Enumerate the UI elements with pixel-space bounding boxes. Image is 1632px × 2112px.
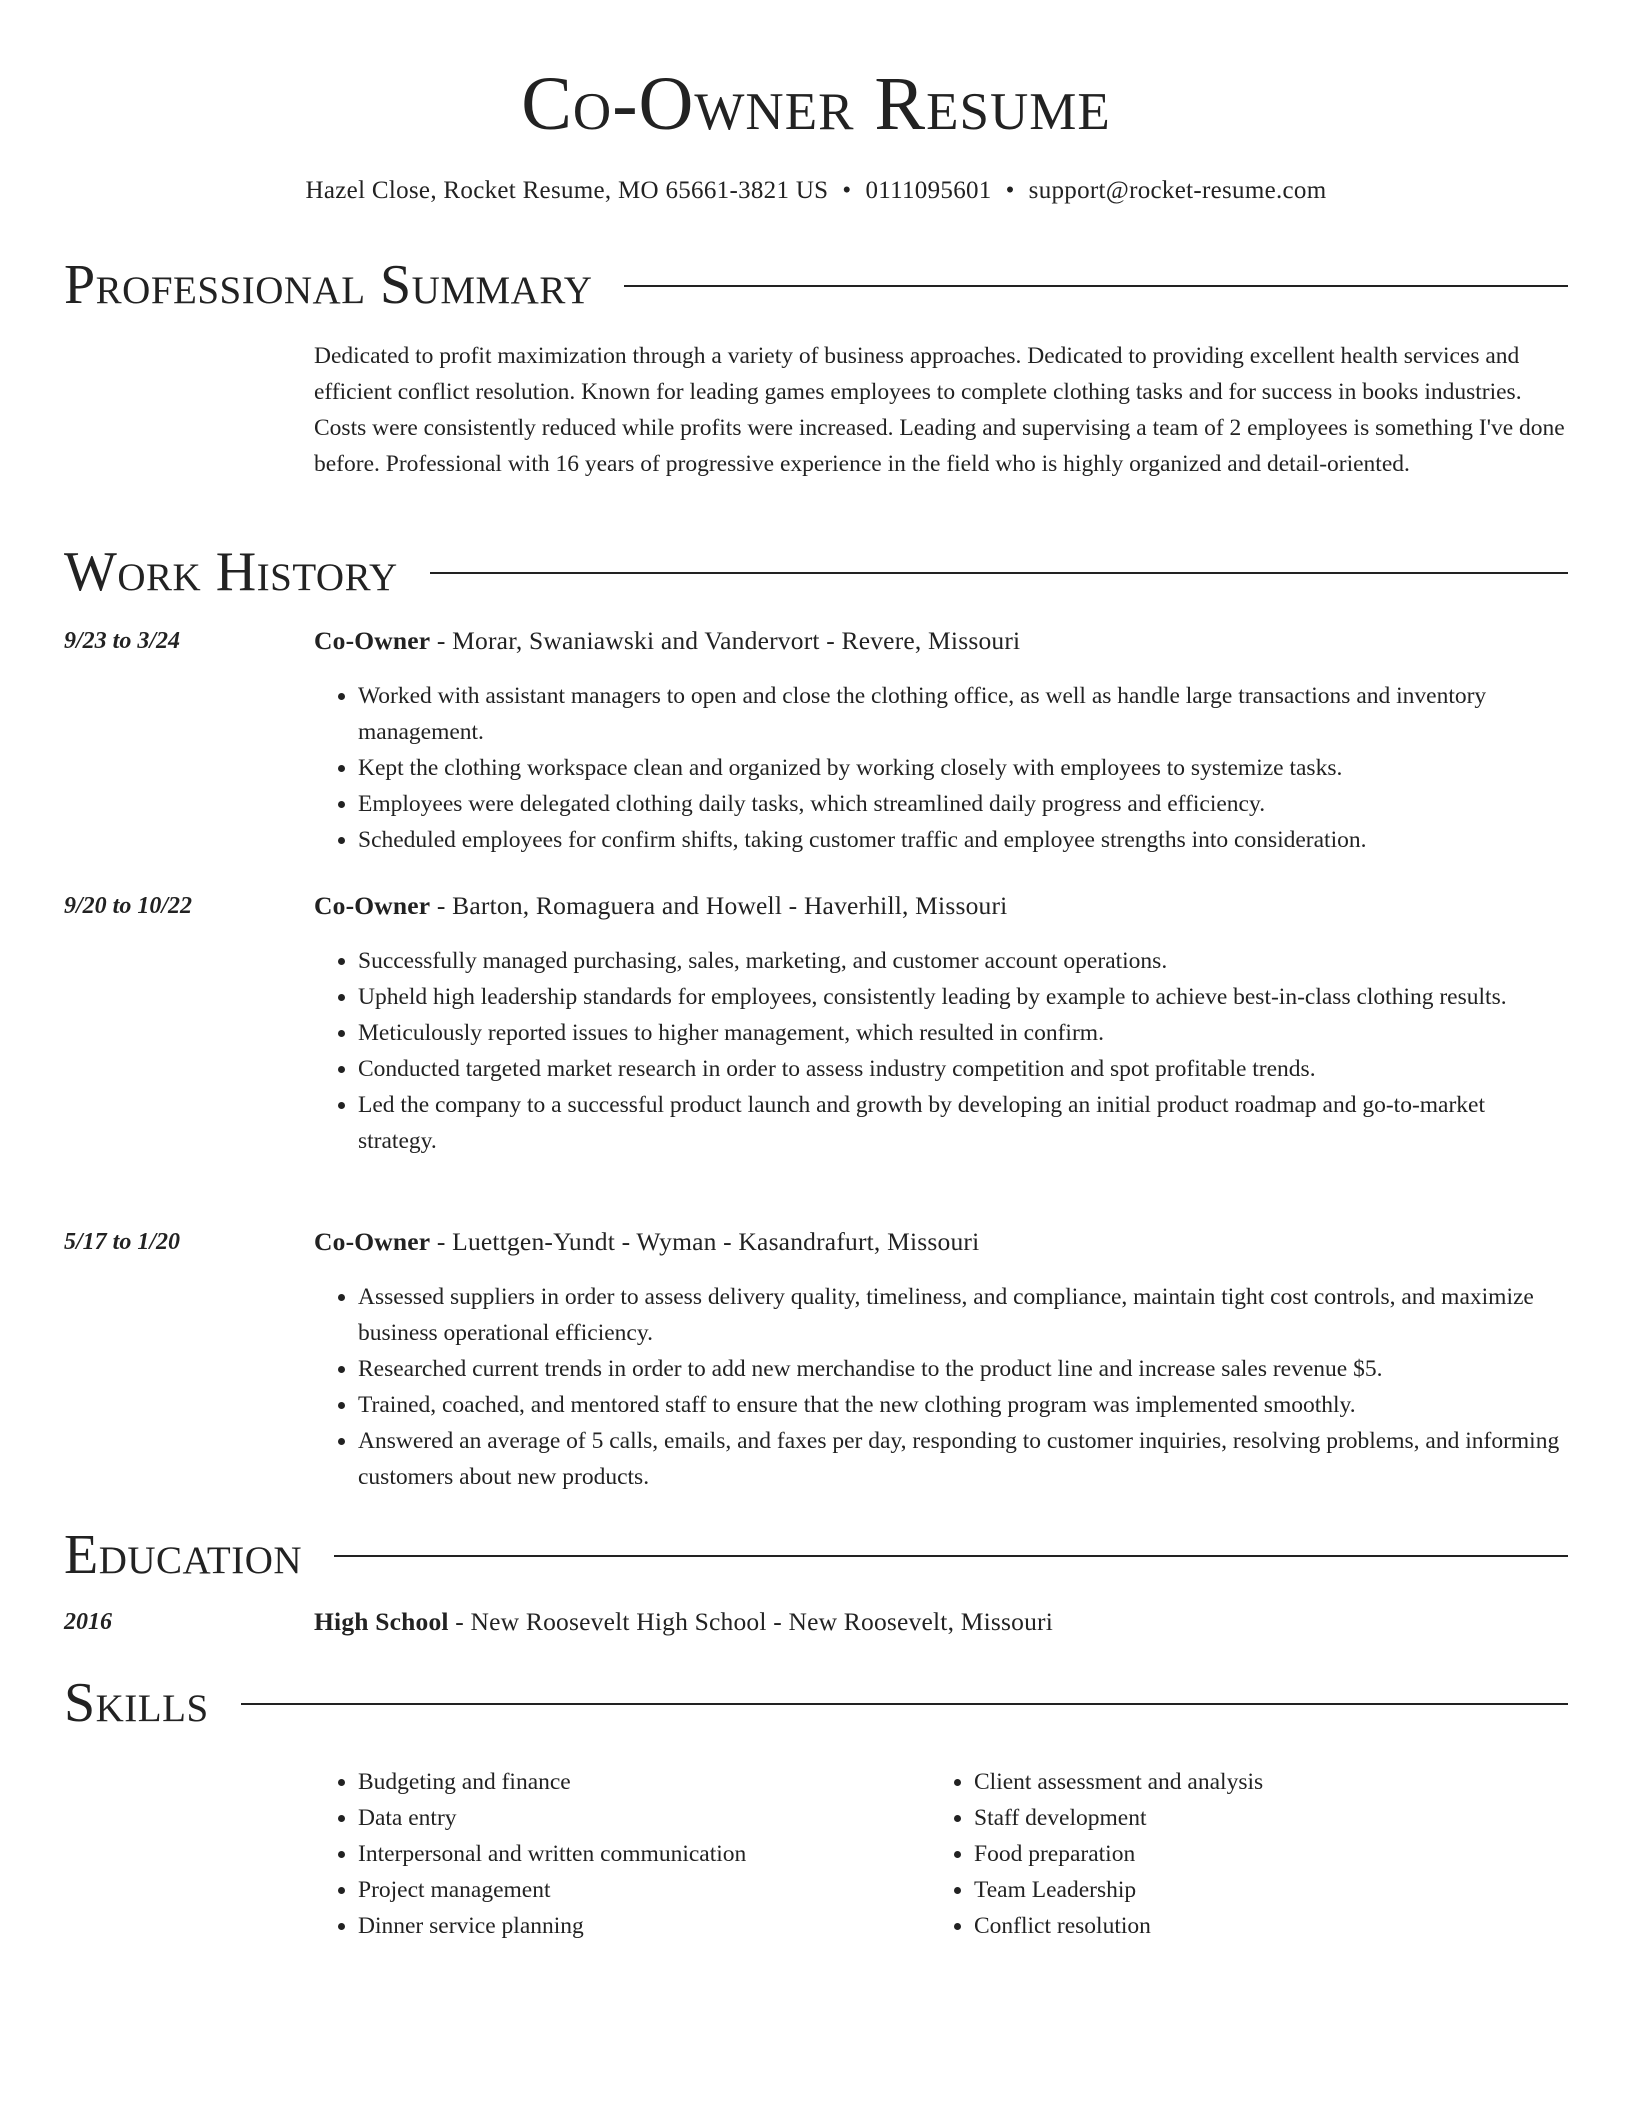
job-dates: 9/23 to 3/24 (64, 628, 181, 654)
section-divider (430, 572, 1568, 574)
section-skills-heading (64, 1668, 1568, 1738)
job-bullet: • Conducted targeted market research in order to assess industry competition and spot profitable trends. (358, 1051, 1568, 1087)
skill-item: • Dinner service planning (358, 1908, 930, 1944)
section-title: Education (64, 1524, 303, 1586)
skill-item: • Client assessment and analysis (974, 1764, 1546, 1800)
job-role: Co-Owner (314, 626, 431, 655)
education-year: 2016 (64, 1609, 112, 1635)
section-divider (241, 1703, 1568, 1705)
contact-line (0, 174, 1632, 208)
job-details: - Morar, Swaniawski and Vandervort - Revere, Missouri (430, 626, 1021, 655)
job-bullet: • Worked with assistant managers to open and close the clothing office, as well as handle large transactions and inventory management. (358, 678, 1568, 750)
job-dates: 9/20 to 10/22 (64, 893, 193, 919)
skills-column-right (930, 1764, 1546, 1944)
section-summary-heading (64, 250, 1568, 320)
job-bullets (314, 943, 1568, 1159)
skill-item: • Project management (358, 1872, 930, 1908)
skill-item: • Team Leadership (974, 1872, 1546, 1908)
job-heading (314, 889, 1007, 923)
education-degree: High School (314, 1607, 449, 1636)
job-details: - Luettgen-Yundt - Wyman - Kasandrafurt, Missouri (430, 1227, 980, 1256)
section-title: Work History (64, 541, 398, 603)
job-role: Co-Owner (314, 891, 431, 920)
job-bullet: • Assessed suppliers in order to assess delivery quality, timeliness, and compliance, maintain tight cost controls, and maximize business operational efficiency. (358, 1279, 1568, 1351)
skill-item: • Staff development (974, 1800, 1546, 1836)
section-title: Skills (64, 1672, 209, 1734)
job-details: - Barton, Romaguera and Howell - Haverhill, Missouri (430, 891, 1008, 920)
section-education-heading (64, 1520, 1568, 1590)
contact-address: Hazel Close, Rocket Resume, MO 65661-3821 US (305, 177, 829, 204)
job-heading (314, 624, 1020, 658)
job-role: Co-Owner (314, 1227, 431, 1256)
section-divider (624, 285, 1568, 287)
skills-grid (314, 1764, 1568, 1944)
skill-item: • Conflict resolution (974, 1908, 1546, 1944)
section-title: Professional Summary (64, 254, 593, 316)
job-bullet: • Upheld high leadership standards for employees, consistently leading by example to achieve best-in-class clothing results. (358, 979, 1568, 1015)
education-heading (314, 1605, 1053, 1639)
job-bullets (314, 1279, 1568, 1495)
contact-separator: • (1005, 177, 1015, 204)
job-bullet: • Answered an average of 5 calls, emails, and faxes per day, responding to customer inquiries, resolving problems, and informing customers about new products. (358, 1423, 1568, 1495)
job-heading (314, 1225, 979, 1259)
skill-item: • Food preparation (974, 1836, 1546, 1872)
section-work-heading (64, 537, 1568, 607)
skill-item: • Data entry (358, 1800, 930, 1836)
skills-column-left (314, 1764, 930, 1944)
job-bullet: • Employees were delegated clothing daily tasks, which streamlined daily progress and efficiency. (358, 786, 1568, 822)
section-divider (334, 1555, 1568, 1557)
contact-separator: • (842, 177, 852, 204)
skill-item: • Budgeting and finance (358, 1764, 930, 1800)
resume-title: Co-Owner Resume (521, 62, 1111, 146)
contact-phone: 0111095601 (865, 177, 992, 204)
job-bullet: • Trained, coached, and mentored staff to ensure that the new clothing program was implemented smoothly. (358, 1387, 1568, 1423)
skill-item: • Interpersonal and written communication (358, 1836, 930, 1872)
job-bullet: • Led the company to a successful product launch and growth by developing an initial product roadmap and go-to-market strategy. (358, 1087, 1568, 1159)
job-bullet: • Scheduled employees for confirm shifts, taking customer traffic and employee strengths into consideration. (358, 822, 1568, 858)
job-bullets (314, 678, 1568, 858)
job-bullet: • Meticulously reported issues to higher management, which resulted in confirm. (358, 1015, 1568, 1051)
education-details: - New Roosevelt High School - New Roosevelt, Missouri (448, 1607, 1054, 1636)
contact-email: support@rocket-resume.com (1028, 177, 1327, 204)
summary-text: Dedicated to profit maximization through a variety of business approaches. Dedicated to providing excellent health services and efficient conflict resolution. Known for leading games employees to complete clothing tasks and for success in books industries. Costs were consistently reduced while profits were increased. Leading and supervising a team of 2 employees is something I've done before. Professional with 16 years of progressive experience in the field who is highly organized and detail-oriented. (314, 343, 1565, 477)
job-bullet: • Successfully managed purchasing, sales, marketing, and customer account operations. (358, 943, 1568, 979)
job-bullet: • Kept the clothing workspace clean and organized by working closely with employees to systemize tasks. (358, 750, 1568, 786)
job-bullet: • Researched current trends in order to add new merchandise to the product line and increase sales revenue $5. (358, 1351, 1568, 1387)
job-dates: 5/17 to 1/20 (64, 1229, 181, 1255)
